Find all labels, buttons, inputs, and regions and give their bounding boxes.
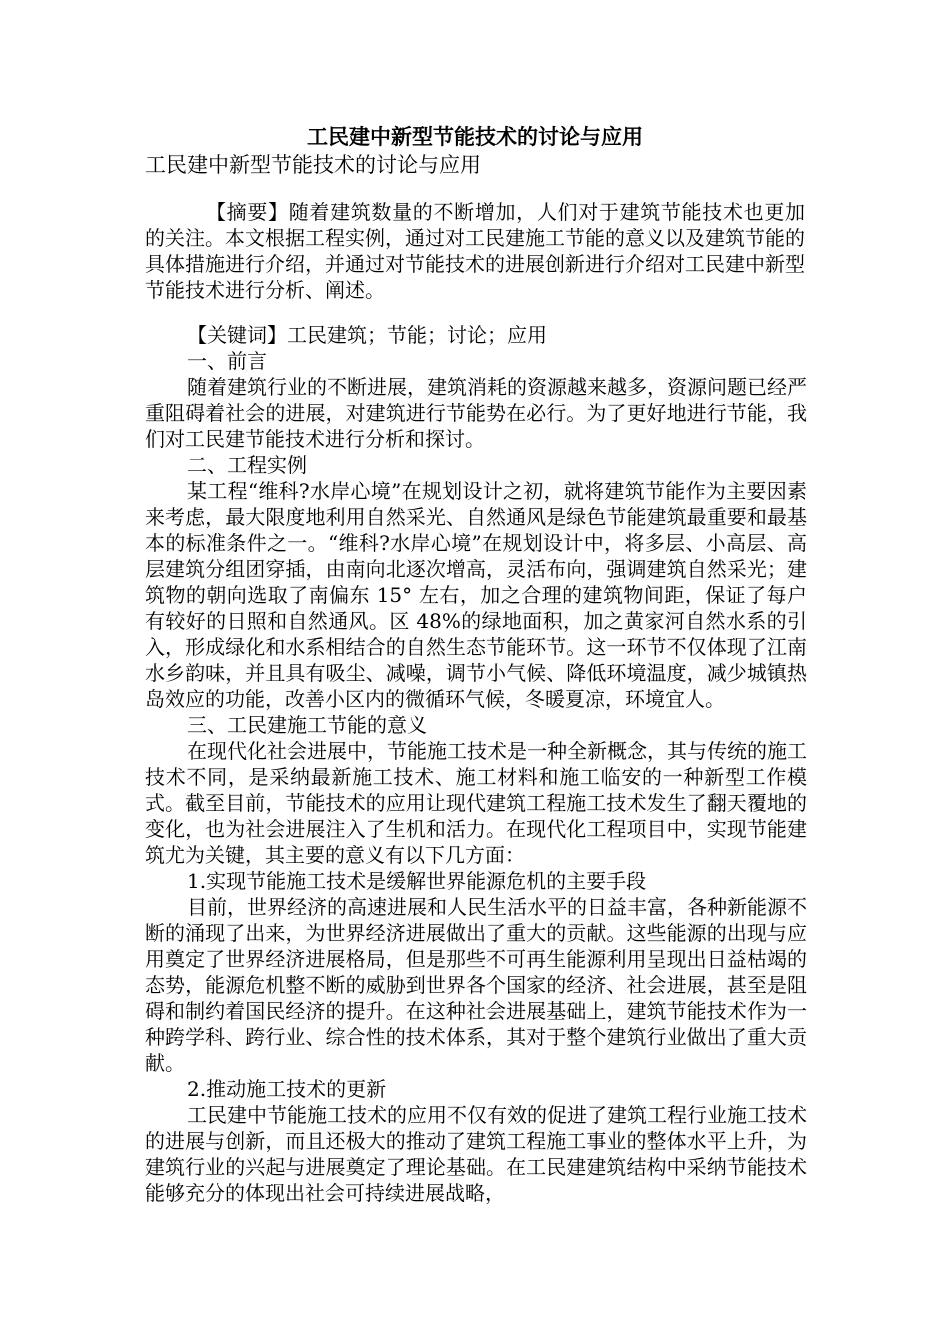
document-title: 工民建中新型节能技术的讨论与应用 [307, 124, 643, 149]
section-heading-introduction: 一、前言 [187, 349, 267, 373]
section-heading-case-study: 二、工程实例 [187, 453, 307, 477]
body-paragraph: 目前，世界经济的高速进展和人民生活水平的日益丰富，各种新能源不断的涌现了出来，为世界经济进展做出了重大的贡献。这些能源的出现与应用奠定了世界经济进展格局，但是那些不可再生能源利用呈现出日益枯竭的态势，能源危机整不断的威胁到世界各个国家的经济、社会进展，甚至是阻碍和制约着国民经济的提升。在这种社会进展基础上，建筑节能技术作为一种跨学科、跨行业、综合性的技术体系，其对于整个建筑行业做出了重大贡献。 [145, 895, 807, 1075]
body-paragraph: 在现代化社会进展中，节能施工技术是一种全新概念，其与传统的施工技术不同，是采纳最新施工技术、施工材料和施工临安的一种新型工作模式。截至目前，节能技术的应用让现代建筑工程施工技术发生了翻天覆地的变化，也为社会进展注入了生机和活力。在现代化工程项目中，实现节能建筑尤为关键，其主要的意义有以下几方面： [145, 739, 807, 867]
document-subtitle: 工民建中新型节能技术的讨论与应用 [145, 153, 481, 177]
subsection-heading-energy-crisis: 1.实现节能施工技术是缓解世界能源危机的主要手段 [187, 869, 647, 893]
abstract-paragraph: 【摘要】随着建筑数量的不断增加，人们对于建筑节能技术也更加的关注。本文根据工程实例，通过对工民建施工节能的意义以及建筑节能的具体措施进行介绍，并通过对节能技术的进展创新进行介绍对工民建中新型节能技术进行分析、阐述。 [145, 200, 805, 302]
body-paragraph: 随着建筑行业的不断进展，建筑消耗的资源越来越多，资源问题已经严重阻碍着社会的进展，对建筑进行节能势在必行。为了更好地进行节能，我们对工民建节能技术进行分析和探讨。 [145, 375, 807, 451]
body-text [145, 322, 807, 1206]
section-heading-significance: 三、工民建施工节能的意义 [187, 713, 427, 737]
subsection-heading-tech-update: 2.推动施工技术的更新 [187, 1077, 387, 1101]
body-paragraph: 工民建中节能施工技术的应用不仅有效的促进了建筑工程行业施工技术的进展与创新，而且还极大的推动了建筑工程施工事业的整体水平上升，为建筑行业的兴起与进展奠定了理论基础。在工民建建筑结构中采纳节能技术能够充分的体现出社会可持续进展战略， [145, 1103, 807, 1205]
body-paragraph: 某工程“维科?水岸心境”在规划设计之初，就将建筑节能作为主要因素来考虑，最大限度地利用自然采光、自然通风是绿色节能建筑最重要和最基本的标准条件之一。“维科?水岸心境”在规划设计中，将多层、小高层、高层建筑分组团穿插，由南向北逐次增高，灵活布向，强调建筑自然采光；建筑物的朝向选取了南偏东 15° 左右，加之合理的建筑物间距，保证了每户有较好的日照和自然通风。区 48%的绿地面积，加之黄家河自然水系的引入，形成绿化和水系相结合的自然生态节能环节。这一环节不仅体现了江南水乡韵味，并且具有吸尘、减噪，调节小气候、降低环境温度，减少城镇热岛效应的功能，改善小区内的微循环气候，冬暖夏凉，环境宜人。 [145, 479, 807, 711]
keywords-paragraph: 【关键词】工民建筑；节能；讨论；应用 [187, 323, 547, 347]
